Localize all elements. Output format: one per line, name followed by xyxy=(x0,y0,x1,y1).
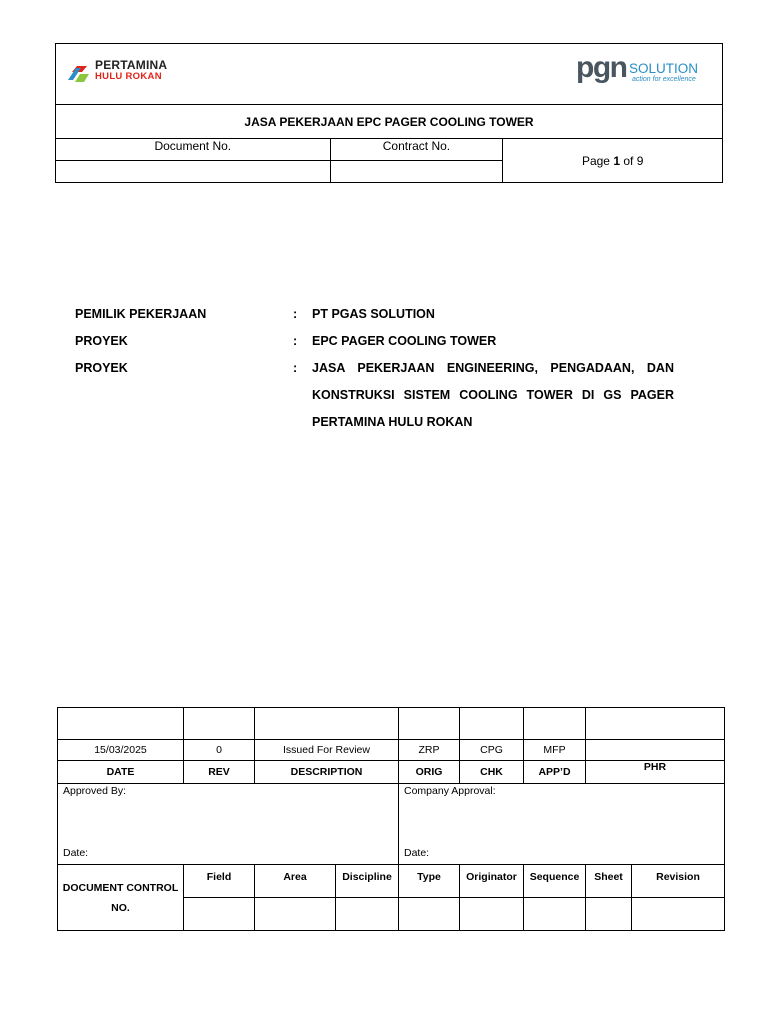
info-colon: : xyxy=(293,334,298,348)
header-orig: ORIG xyxy=(399,761,460,784)
info-value-project: EPC PAGER COOLING TOWER xyxy=(312,334,497,348)
pgn-solution-logo xyxy=(576,51,706,91)
doc-col-type: Type xyxy=(399,865,460,898)
approved-by-cell xyxy=(58,784,399,865)
contract-no-label: Contract No. xyxy=(330,139,503,161)
pgn-wordmark: pgn xyxy=(576,51,627,84)
header-description: DESCRIPTION xyxy=(255,761,399,784)
solution-wordmark: SOLUTION xyxy=(629,61,699,76)
document-control-label xyxy=(58,865,184,931)
pertamina-emblem-icon xyxy=(67,60,93,86)
company-approval-date-label: Date: xyxy=(404,847,430,859)
doc-val-sequence xyxy=(524,898,586,931)
info-value-owner: PT PGAS SOLUTION xyxy=(312,307,435,321)
pgn-tagline: action for excellence xyxy=(632,76,696,83)
doc-col-originator: Originator xyxy=(460,865,524,898)
page-current: 1 xyxy=(613,153,621,168)
approval-row xyxy=(58,784,725,865)
revision-appd: MFP xyxy=(524,740,586,761)
info-colon: : xyxy=(293,361,298,375)
info-value-scope-line1: JASA PEKERJAAN ENGINEERING, PENGADAAN, DAN xyxy=(312,361,674,375)
info-value-scope-line2: KONSTRUKSI SISTEM COOLING TOWER DI GS PAGER xyxy=(312,388,674,402)
pertamina-logo xyxy=(67,58,207,90)
doc-val-field xyxy=(184,898,255,931)
doc-col-sequence: Sequence xyxy=(524,865,586,898)
doc-val-discipline xyxy=(336,898,399,931)
company-approval-label: Company Approval: xyxy=(404,785,496,797)
revision-date: 15/03/2025 xyxy=(58,740,184,761)
header-appd: APP’D xyxy=(524,761,586,784)
logo-row xyxy=(56,44,723,105)
revision-orig: ZRP xyxy=(399,740,460,761)
company-approval-cell xyxy=(399,784,725,865)
info-colon: : xyxy=(293,307,298,321)
revision-row-blank xyxy=(58,708,725,740)
doc-val-sheet xyxy=(586,898,632,931)
header-chk: CHK xyxy=(460,761,524,784)
doc-col-area: Area xyxy=(255,865,336,898)
info-label-project: PROYEK xyxy=(75,334,128,348)
doc-col-sheet: Sheet xyxy=(586,865,632,898)
info-value-scope-line3: PERTAMINA HULU ROKAN xyxy=(312,415,473,429)
info-label-owner: PEMILIK PEKERJAAN xyxy=(75,307,207,321)
header-date: DATE xyxy=(58,761,184,784)
contract-no-value xyxy=(330,161,503,183)
revision-phr xyxy=(586,740,725,761)
document-control-line2: NO. xyxy=(111,901,130,914)
revision-chk: CPG xyxy=(460,740,524,761)
hulu-rokan-wordmark: HULU ROKAN xyxy=(95,71,162,82)
info-label-scope: PROYEK xyxy=(75,361,128,375)
doc-val-originator xyxy=(460,898,524,931)
approved-by-label: Approved By: xyxy=(63,785,127,797)
revision-row xyxy=(58,740,725,761)
page-prefix: Page xyxy=(581,153,610,168)
doc-col-field: Field xyxy=(184,865,255,898)
doc-val-area xyxy=(255,898,336,931)
document-control-line1: DOCUMENT CONTROL xyxy=(62,881,179,894)
revision-header-row xyxy=(58,761,725,784)
doc-val-revision xyxy=(632,898,725,931)
revision-table xyxy=(57,707,725,931)
doc-val-type xyxy=(399,898,460,931)
document-header xyxy=(55,43,723,183)
header-phr: PHR xyxy=(586,761,725,784)
revision-rev: 0 xyxy=(184,740,255,761)
approved-by-date-label: Date: xyxy=(63,847,89,859)
page-total: of 9 xyxy=(623,153,644,168)
page-counter xyxy=(503,139,723,183)
pertamina-wordmark: PERTAMINA xyxy=(95,58,168,72)
document-title: JASA PEKERJAAN EPC PAGER COOLING TOWER xyxy=(56,105,723,139)
header-rev: REV xyxy=(184,761,255,784)
revision-description: Issued For Review xyxy=(255,740,399,761)
doc-control-header-row xyxy=(58,865,725,898)
document-no-value xyxy=(56,161,331,183)
document-no-label: Document No. xyxy=(56,139,331,161)
doc-col-revision: Revision xyxy=(632,865,725,898)
doc-col-discipline: Discipline xyxy=(336,865,399,898)
